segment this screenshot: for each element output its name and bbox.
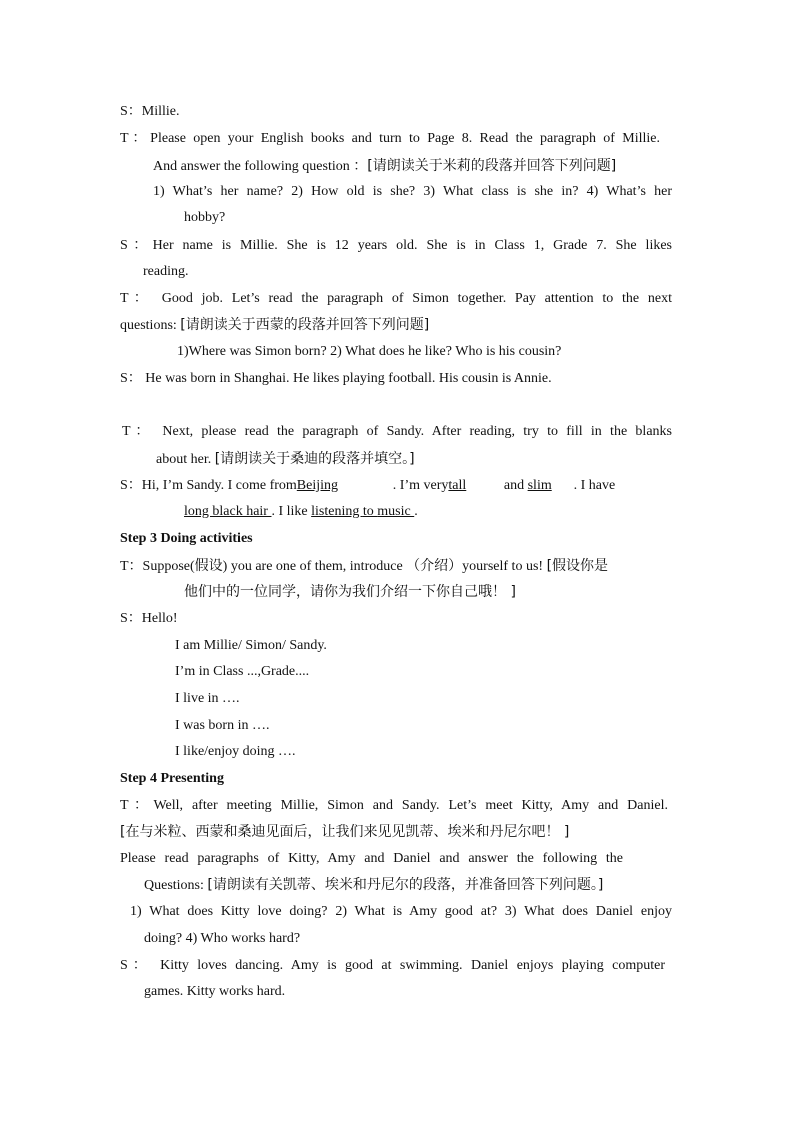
sandy-period: . [414,504,418,519]
line-sandy-fill-in [120,476,615,496]
line-student-kitty-answer: S： Kitty loves dancing. Amy is good at swimming. Daniel enjoys playing computer [120,958,665,973]
line-questions-millie: 1) What’s her name? 2) How old is she? 3) What class is she in? 4) What’s her [153,184,672,199]
line-teacher-instruction: T：Please open your English books and turn to Page 8. Read the paragraph of Millie. [120,131,660,146]
line-teacher-simon: T： Good job. Let’s read the paragraph of Simon together. Pay attention to the next [120,291,672,306]
template-name: I am Millie/ Simon/ Sandy. [175,638,327,653]
suppose-chinese: 假设 [194,558,223,574]
questions-label-2: Questions: [144,878,208,893]
sandy-have-text: . I have [573,478,616,493]
yourself-text: yourself to us! [462,559,547,574]
line-suppose-chinese-cont: 他们中的一位同学，请你为我们介绍一下你自己哦！ ] [184,584,516,600]
sandy-and-text: and [500,478,528,493]
and-answer-text: And answer the following question ： [153,159,368,174]
step3-heading: Step 3 Doing activities [120,531,253,546]
chinese-note-sandy: [请朗读关于桑迪的段落并填空。] [214,451,415,467]
line-simon-questions: 1)Where was Simon born? 2) What does he like? Who is his cousin? [177,344,562,359]
chinese-note-millie: [请朗读关于米莉的段落并回答下列问题] [367,158,617,174]
line-teacher-sandy: T： Next, please read the paragraph of Sandy. After reading, try to fill in the blanks [122,424,672,439]
sandy-very-text: . I’m very [392,478,449,493]
line-and-answer [153,156,616,177]
blank-to: to [362,504,378,519]
line-teacher-meet: T：Well, after meeting Millie, Simon and Sandy. Let’s meet Kitty, Amy and Daniel. [120,798,668,813]
blank-music: music [377,504,415,519]
chinese-note-suppose: [假设你是 [546,558,609,574]
template-born: I was born in …. [175,718,270,733]
line-student-millie-answer: S：Her name is Millie. She is 12 years old. She is in Class 1, Grade 7. She likes [120,238,672,253]
line-student-answer-millie: S：Millie. [120,104,180,119]
chinese-note-kitty: [请朗读有关凯蒂、埃米和丹尼尔的段落，并准备回答下列问题。] [207,877,604,893]
step4-heading: Step 4 Presenting [120,771,224,786]
line-sandy-fill-in-2 [184,502,418,522]
introduce-chinese: （介绍） [406,558,463,574]
template-like: I like/enjoy doing …. [175,744,296,759]
sandy-intro-text: S：Hi, I’m Sandy. I come from [120,478,297,493]
line-chinese-meet: [在与米粒、西蒙和桑迪见面后，让我们来见见凯蒂、埃米和丹尼尔吧！ ] [120,824,570,840]
blank-tall: tall [448,478,467,493]
line-student-simon-answer: S： He was born in Shanghai. He likes playing football. His cousin is Annie. [120,371,552,386]
questions-label: questions: [120,318,181,333]
sandy-like-text: . I like [271,504,312,519]
line-questions-simon [120,315,429,336]
line-kitty-questions: 1) What does Kitty love doing? 2) What is Amy good at? 3) What does Daniel enjoy [130,904,672,919]
template-class: I’m in Class ...,Grade.... [175,664,310,679]
line-reading: reading. [143,264,189,279]
chinese-note-simon: [请朗读关于西蒙的段落并回答下列问题] [180,317,430,333]
template-live: I live in …. [175,691,240,706]
suppose-text: T：Suppose( [120,559,195,574]
line-questions-kitty [144,875,603,896]
line-about-her [156,449,415,470]
blank-slim: slim [527,478,552,493]
line-suppose [120,556,608,577]
line-doing: doing? 4) Who works hard? [144,931,301,946]
line-please-read: Please read paragraphs of Kitty, Amy and Daniel and answer the following the [120,851,623,866]
suppose-you-are-text: ) you are one of them, introduce [222,559,407,574]
about-her-text: about her. [156,452,215,467]
line-hobby: hobby? [184,210,226,225]
blank-listening: listening [311,504,363,519]
blank-beijing: Beijing [296,478,339,493]
line-hello: S：Hello! [120,611,178,626]
blank-long-black-hair: long black hair [184,504,272,519]
line-games: games. Kitty works hard. [144,984,286,999]
